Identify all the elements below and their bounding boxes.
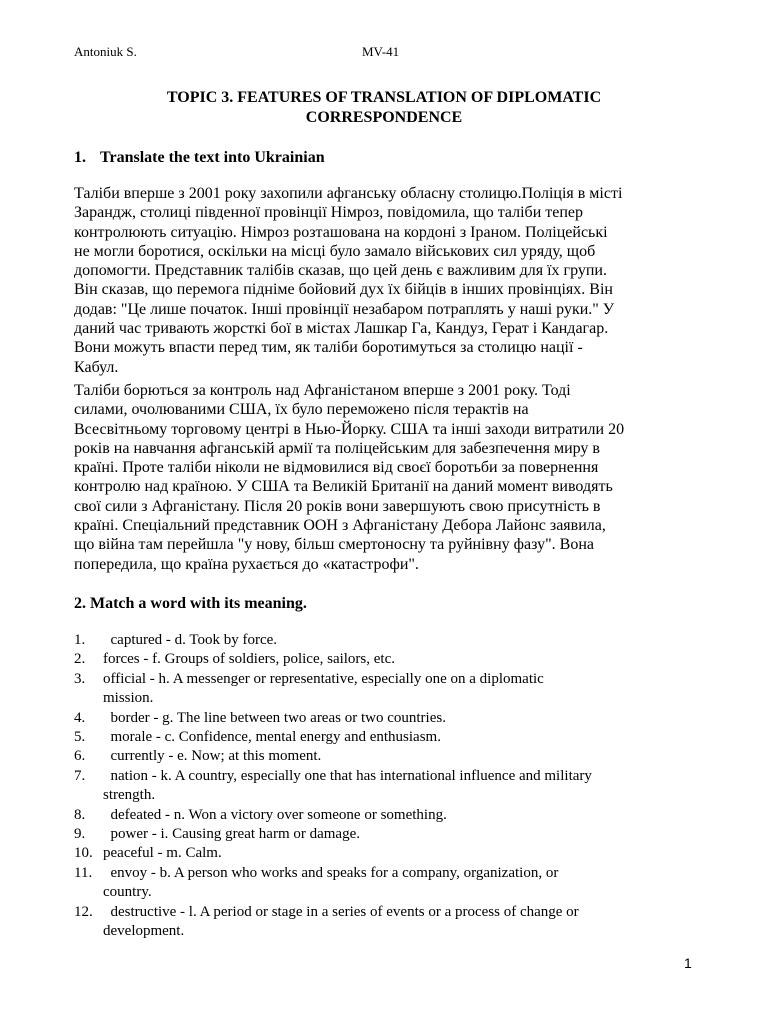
list-item-text xyxy=(103,728,698,747)
title-line-2: CORRESPONDENCE xyxy=(305,109,463,126)
list-item-number: 2. xyxy=(74,651,86,668)
list-item xyxy=(74,728,698,747)
paragraph-line: додав: "Це лише початок. Інші провінції незабаром потраплять у наші руки." У xyxy=(74,300,615,318)
paragraph-line: що війна там перейшла "у нову, більш смертоносну та руйнівну фазу". Вона xyxy=(74,536,594,554)
document-title xyxy=(74,88,694,128)
paragraph-line: Зарандж, столиці південної провінції Німроз, повідомила, що таліби тепер xyxy=(74,204,584,222)
list-item-line: development. xyxy=(103,922,185,939)
list-item-line: nation - k. A country, especially one that has international influence and military xyxy=(103,767,592,784)
list-item xyxy=(74,709,698,728)
paragraph-line: силами, очолюваними США, їх було переможено після терактів на xyxy=(74,401,529,419)
paragraph-line: не могли боротися, оскільки на місці було замало військових сил уряду, щоб xyxy=(74,242,596,260)
section-1-number: 1. xyxy=(74,149,86,166)
list-item-line: defeated - n. Won a victory over someone or something. xyxy=(103,806,447,823)
page-number: 1 xyxy=(684,955,692,971)
list-item-text xyxy=(103,670,698,709)
list-item xyxy=(74,670,698,709)
paragraph-line: Кабул. xyxy=(74,358,119,376)
list-item-text xyxy=(103,864,698,903)
section-1-heading xyxy=(74,149,325,167)
list-item xyxy=(74,650,698,669)
list-item-line: mission. xyxy=(103,690,154,707)
list-item-line: envoy - b. A person who works and speaks for a company, organization, or xyxy=(103,864,559,881)
paragraph-2 xyxy=(74,381,698,574)
list-item-text xyxy=(103,709,698,728)
match-list xyxy=(74,631,698,941)
paragraph-line: Таліби вперше з 2001 року захопили афганську обласну столицю.Поліція в місті xyxy=(74,185,623,202)
list-item-line: captured - d. Took by force. xyxy=(103,632,278,648)
list-item-line: morale - c. Confidence, mental energy and enthusiasm. xyxy=(103,729,441,745)
list-item-text xyxy=(103,903,698,942)
list-item-line: forces - f. Groups of soldiers, police, sailors, etc. xyxy=(103,651,396,668)
paragraph-line: країні. Проте таліби ніколи не відмовилися від своєї боротьби за повернення xyxy=(74,459,599,477)
list-item xyxy=(74,864,698,903)
list-item-number: 7. xyxy=(74,767,86,784)
list-item-text xyxy=(103,825,698,844)
list-item-line: destructive - l. A period or stage in a series of events or a process of change or xyxy=(103,903,579,920)
paragraph-line: контролюють ситуацію. Німроз розташована на кордоні з Іраном. Поліцейські xyxy=(74,223,608,241)
list-item-text xyxy=(103,747,698,766)
list-item-number: 4. xyxy=(74,709,86,726)
list-item-number: 9. xyxy=(74,826,86,842)
list-item-number: 10. xyxy=(74,845,93,862)
list-item-number: 3. xyxy=(74,670,86,687)
list-item xyxy=(74,747,698,766)
list-item-text xyxy=(103,767,698,806)
paragraph-line: свої сили з Афганістану. Після 20 років вони завершують свою присутність в xyxy=(74,497,601,515)
list-item xyxy=(74,767,698,806)
list-item xyxy=(74,903,698,942)
paragraph-line: допомогти. Представник талібів сказав, що цей день є важливим для їх групи. xyxy=(74,262,607,280)
title-line-1: TOPIC 3. FEATURES OF TRANSLATION OF DIPLOMATIC xyxy=(166,89,602,106)
list-item-number: 5. xyxy=(74,729,86,745)
paragraph-line: даний час тривають жорсткі бої в містах Лашкар Га, Кандуз, Герат і Кандагар. xyxy=(74,320,609,338)
paragraph-line: років на навчання афганській армії та поліцейським для забезпечення миру в xyxy=(74,439,600,457)
list-item-line: currently - e. Now; at this moment. xyxy=(103,748,322,765)
paragraph-line: Всесвітньому торговому центрі в Нью-Йорку. США та інші заходи витратили 20 xyxy=(74,420,625,438)
list-item-number: 8. xyxy=(74,806,86,823)
list-item-line: strength. xyxy=(103,787,156,804)
paragraph-line: попередила, що країна рухається до «катастрофи". xyxy=(74,555,419,573)
section-1-text: Translate the text into Ukrainian xyxy=(100,149,325,166)
header-group: MV-41 xyxy=(362,44,400,59)
list-item-text xyxy=(103,631,698,650)
paragraph-line: Він сказав, що перемога підніме бойовий дух їх бійців в інших провінціях. Він xyxy=(74,281,613,299)
list-item-number: 12. xyxy=(74,903,93,920)
paragraph-1 xyxy=(74,184,698,377)
list-item-number: 1. xyxy=(74,632,86,648)
list-item-number: 6. xyxy=(74,748,86,765)
list-item xyxy=(74,631,698,650)
list-item-line: border - g. The line between two areas or two countries. xyxy=(103,709,446,726)
list-item-text xyxy=(103,806,698,825)
list-item-number: 11. xyxy=(74,864,93,881)
list-item xyxy=(74,825,698,844)
list-item-text xyxy=(103,650,698,669)
list-item-line: peaceful - m. Calm. xyxy=(103,845,222,862)
paragraph-line: Вони можуть впасти перед тим, як таліби боротимуться за столицю нації - xyxy=(74,339,583,357)
paragraph-line: Таліби борються за контроль над Афганістаном вперше з 2001 року. Тоді xyxy=(74,382,571,399)
list-item-text xyxy=(103,844,698,863)
header-author: Antoniuk S. xyxy=(74,44,137,59)
list-item xyxy=(74,844,698,863)
list-item xyxy=(74,806,698,825)
section-2-heading: 2. Match a word with its meaning. xyxy=(74,595,307,612)
list-item-line: power - i. Causing great harm or damage. xyxy=(103,826,360,842)
list-item-line: country. xyxy=(103,884,152,901)
paragraph-line: країні. Спеціальний представник ООН з Афганістану Дебора Лайонс заявила, xyxy=(74,517,606,535)
paragraph-line: контролю над країною. У США та Великій Британії на даний момент виводять xyxy=(74,478,613,496)
list-item-line: official - h. A messenger or representative, especially one on a diplomatic xyxy=(103,670,544,687)
